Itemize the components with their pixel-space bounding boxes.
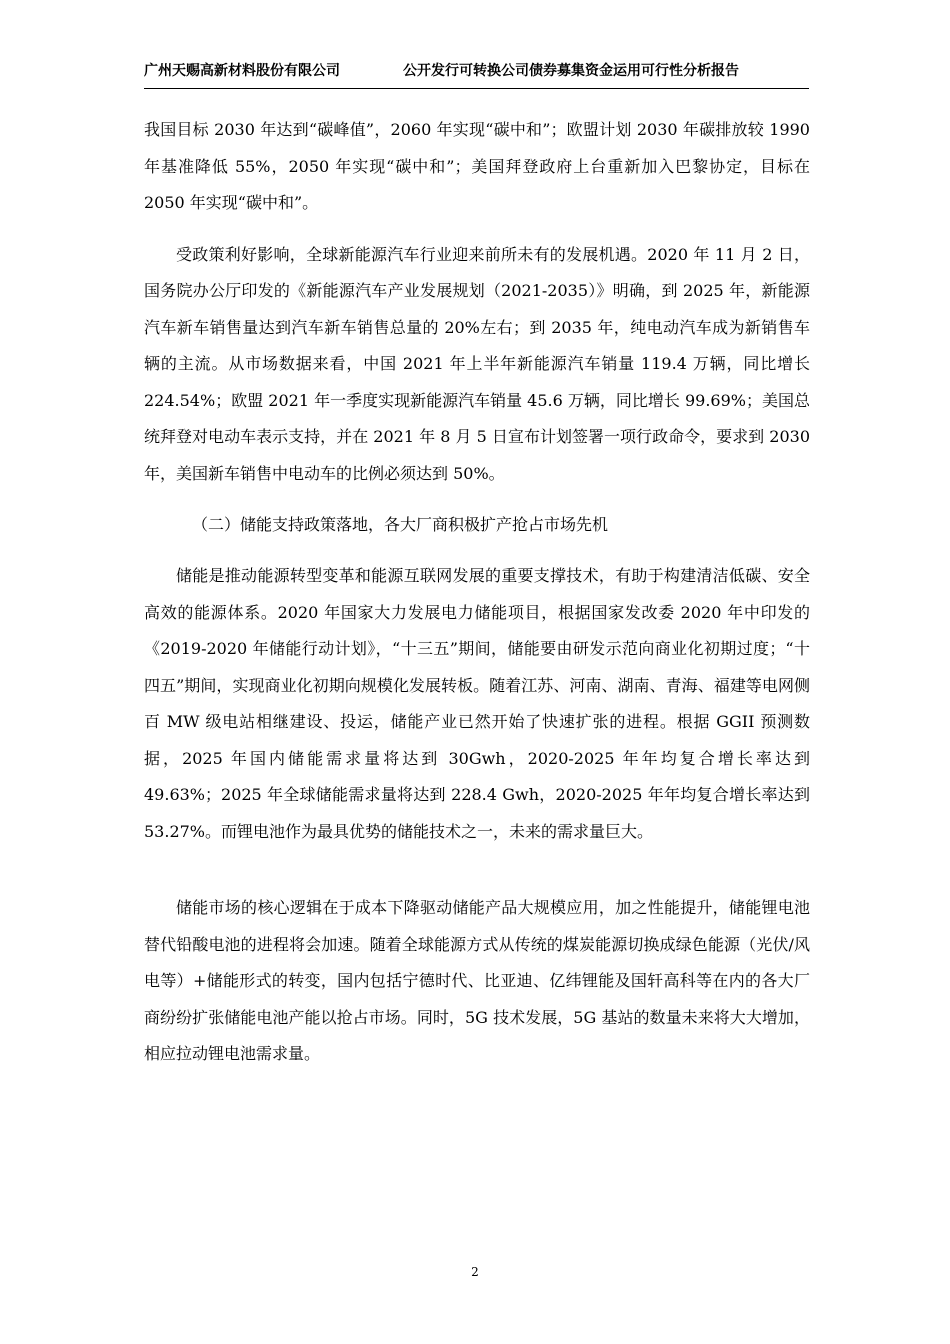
page-header: [144, 56, 809, 89]
section-heading-energy-storage: （二）储能支持政策落地，各大厂商积极扩产抢占市场先机: [192, 515, 609, 534]
paragraph-energy-storage: 储能是推动能源转型变革和能源互联网发展的重要支撑技术，有助于构建清洁低碳、安全高效的能源体系。2020 年国家大力发展电力储能项目，根据国家发改委 2020 年中印发的《2019-2020 年储能行动计划》，“十三五”期间，储能要由研发示范向商业化初期过度；“十四五”期间，实现商业化初期向规模化发展转板。随着江苏、河南、湖南、青海、福建等电网侧百 MW 级电站相继建设、投运，储能产业已然开始了快速扩张的进程。根据 GGII 预测数据，2025 年国内储能需求量将达到 30Gwh，2020-2025 年年均复合增长率达到 49.63%；2025 年全球储能需求量将达到 228.4 Gwh，2020-2025 年年均复合增长率达到 53.27%。而锂电池作为最具优势的储能技术之一，未来的需求量巨大。: [144, 566, 810, 841]
page-number: 2: [471, 1265, 479, 1279]
paragraph-nev-policy: 受政策利好影响，全球新能源汽车行业迎来前所未有的发展机遇。2020 年 11 月 2 日，国务院办公厅印发的《新能源汽车产业发展规划（2021-2035）》明确，到 2025 年，新能源汽车新车销售量达到汽车新车销售总量的 20%左右；到 2035 年，纯电动汽车成为新销售车辆的主流。从市场数据来看，中国 2021 年上半年新能源汽车销量 119.4 万辆，同比增长 224.54%；欧盟 2021 年一季度实现新能源汽车销量 45.6 万辆，同比增长 99.69%；美国总统拜登对电动车表示支持，并在 2021 年 8 月 5 日宣布计划签署一项行政命令，要求到 2030 年，美国新车销售中电动车的比例必须达到 50%。: [144, 244, 810, 483]
paragraph-carbon-goals: 我国目标 2030 年达到“碳峰值”，2060 年实现“碳中和”；欧盟计划 2030 年碳排放较 1990 年基准降低 55%，2050 年实现“碳中和”；美国拜登政府上台重新加入巴黎协定，目标在 2050 年实现“碳中和”。: [144, 120, 810, 212]
header-company: 广州天赐高新材料股份有限公司: [144, 63, 340, 79]
document-body: [144, 112, 810, 1073]
header-report-title: 公开发行可转换公司债券募集资金运用可行性分析报告: [403, 63, 739, 79]
paragraph-storage-market: 储能市场的核心逻辑在于成本下降驱动储能产品大规模应用，加之性能提升，储能锂电池替代铅酸电池的进程将会加速。随着全球能源方式从传统的煤炭能源切换成绿色能源（光伏/风电等）+储能形式的转变，国内包括宁德时代、比亚迪、亿纬锂能及国轩高科等在内的各大厂商纷纷扩张储能电池产能以抢占市场。同时，5G 技术发展，5G 基站的数量未来将大大增加，相应拉动锂电池需求量。: [144, 898, 810, 1063]
